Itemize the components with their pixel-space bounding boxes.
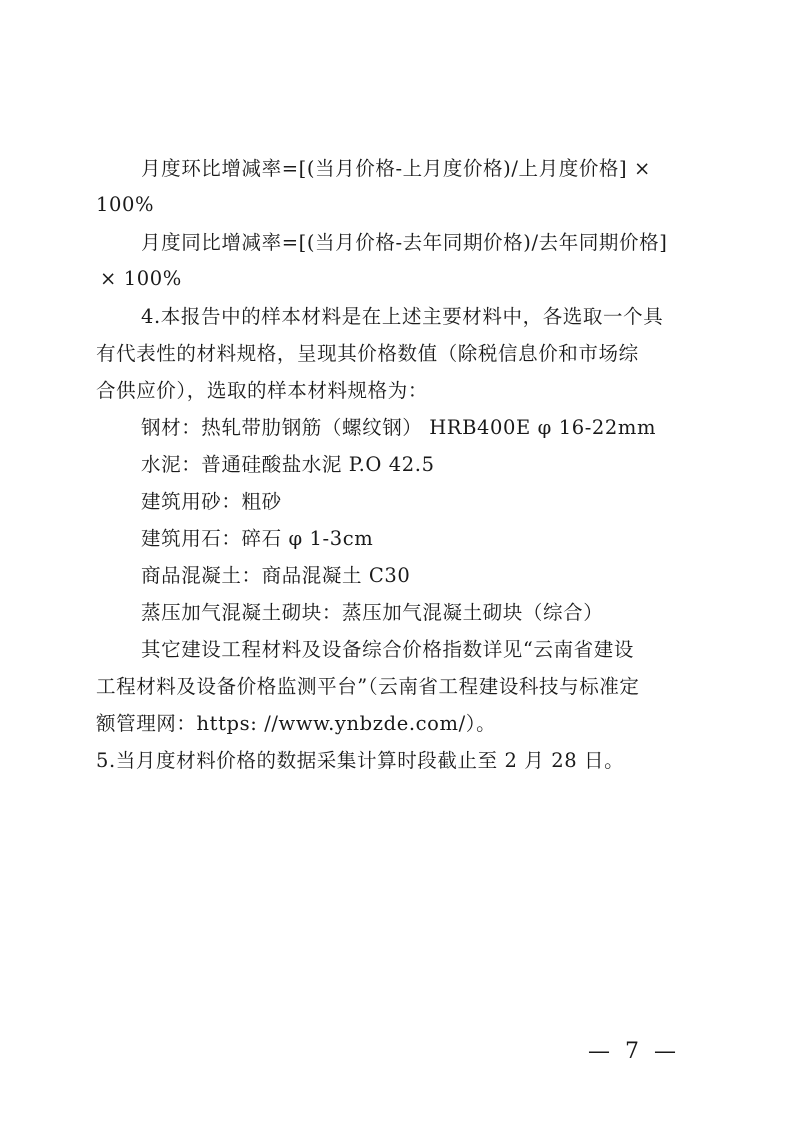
sample-sand: 建筑用砂：粗砂 [141, 490, 282, 513]
sample-stone: 建筑用石：碎石 φ 1-3cm [141, 527, 374, 550]
other-materials-line3: 额管理网：https: //www.ynbzde.com/）。 [96, 712, 497, 735]
formula-mom-line1: 月度环比增减率=[(当月价格-上月度价格)/上月度价格] × [141, 157, 651, 180]
sample-aerated-block: 蒸压加气混凝土砌块：蒸压加气混凝土砌块（综合） [141, 601, 604, 624]
paragraph-4-line3: 合供应价），选取的样本材料规格为： [96, 379, 428, 402]
paragraph-4-line1: 4.本报告中的样本材料是在上述主要材料中，各选取一个具 [141, 305, 664, 328]
other-materials-line1: 其它建设工程材料及设备综合价格指数详见“云南省建设 [141, 638, 634, 661]
other-materials-line2: 工程材料及设备价格监测平台”（云南省工程建设科技与标准定 [96, 675, 640, 698]
paragraph-4-line2: 有代表性的材料规格，呈现其价格数值（除税信息价和市场综 [96, 342, 639, 365]
sample-concrete: 商品混凝土：商品混凝土 C30 [141, 564, 411, 587]
formula-yoy-line2: × 100% [100, 267, 182, 290]
sample-cement: 水泥：普通硅酸盐水泥 P.O 42.5 [141, 453, 435, 476]
paragraph-5: 5.当月度材料价格的数据采集计算时段截止至 2 月 28 日。 [96, 749, 625, 772]
sample-steel: 钢材：热轧带肋钢筋（螺纹钢） HRB400E φ 16-22mm [141, 416, 657, 439]
page-number: — 7 — [588, 1039, 680, 1064]
formula-yoy-line1: 月度同比增减率=[(当月价格-去年同期价格)/去年同期价格] [141, 231, 668, 254]
formula-mom-line2: 100% [96, 193, 155, 216]
